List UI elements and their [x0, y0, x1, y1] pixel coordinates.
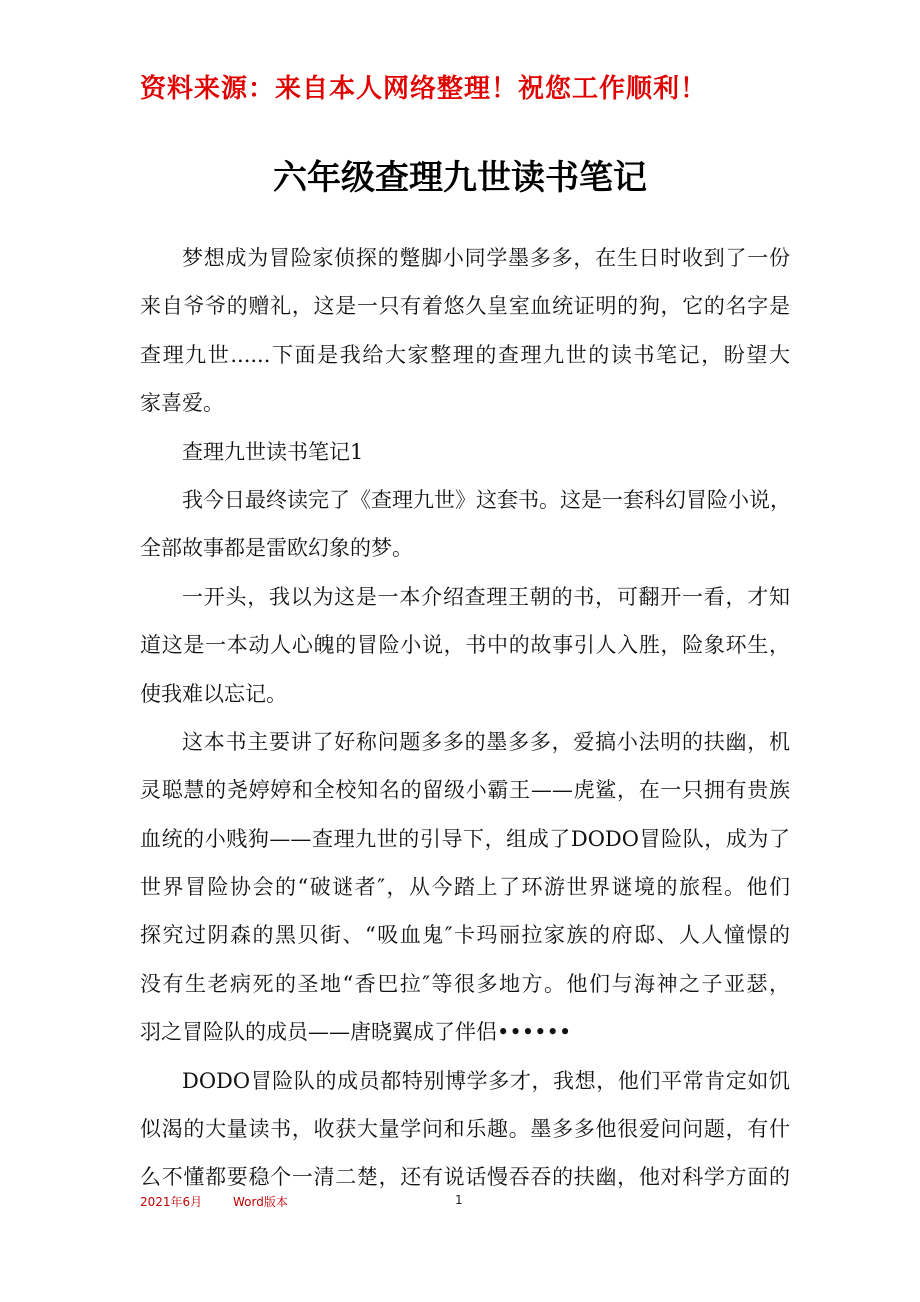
- page-footer: [140, 1193, 780, 1213]
- text-line: 灵聪慧的尧婷婷和全校知名的留级小霸王——虎鲨，在一只拥有贵族: [140, 778, 790, 803]
- text-line: 似渴的大量读书，收获大量学问和乐趣。墨多多他很爱问问题，有什: [140, 1117, 790, 1142]
- text-line: 羽之冒险队的成员——唐晓翼成了伴侣••••••: [140, 1020, 572, 1045]
- source-banner: 资料来源：来自本人网络整理！祝您工作顺利！: [140, 74, 708, 104]
- text-line: 来自爷爷的赠礼，这是一只有着悠久皇室血统证明的狗，它的名字是: [140, 294, 790, 319]
- text-line: 一开头，我以为这是一本介绍查理王朝的书，可翻开一看，才知: [182, 584, 790, 609]
- document-title: 六年级查理九世读书笔记: [273, 158, 647, 198]
- text-line: 家喜爱。: [140, 391, 224, 416]
- text-line: 血统的小贱狗——查理九世的引导下，组成了DODO冒险队，成为了: [140, 826, 790, 851]
- text-line: DODO冒险队的成员都特别博学多才，我想，他们平常肯定如饥: [182, 1068, 790, 1093]
- text-line: 没有生老病死的圣地“香巴拉″等很多地方。他们与海神之子亚瑟，: [140, 971, 790, 996]
- text-line: 全部故事都是雷欧幻象的梦。: [140, 536, 413, 561]
- text-line: 么不懂都要稳个一清二楚，还有说话慢吞吞的扶幽，他对科学方面的: [140, 1165, 790, 1190]
- text-line: 查理九世读书笔记1: [182, 439, 364, 464]
- footer-version: Word版本: [233, 1195, 288, 1209]
- text-line: 梦想成为冒险家侦探的蹩脚小同学墨多多，在生日时收到了一份: [182, 246, 790, 270]
- text-line: 这本书主要讲了好称问题多多的墨多多，爱搞小法明的扶幽，机: [182, 729, 790, 754]
- page-number: 1: [455, 1193, 463, 1207]
- footer-date: 2021年6月: [140, 1195, 203, 1209]
- text-line: 我今日最终读完了《查理九世》这套书。这是一套科幻冒险小说，: [182, 487, 791, 512]
- text-line: 探究过阴森的黑贝街、“吸血鬼″卡玛丽拉家族的府邸、人人憧憬的: [140, 923, 790, 948]
- document-body: [140, 234, 790, 1202]
- text-line: 使我难以忘记。: [140, 681, 287, 706]
- text-line: 世界冒险协会的“破谜者″，从今踏上了环游世界谜境的旅程。他们: [140, 875, 790, 900]
- text-line: 道这是一本动人心魄的冒险小说，书中的故事引人入胜，险象环生，: [140, 633, 790, 658]
- text-line: 查理九世......下面是我给大家整理的查理九世的读书笔记，盼望大: [140, 342, 790, 367]
